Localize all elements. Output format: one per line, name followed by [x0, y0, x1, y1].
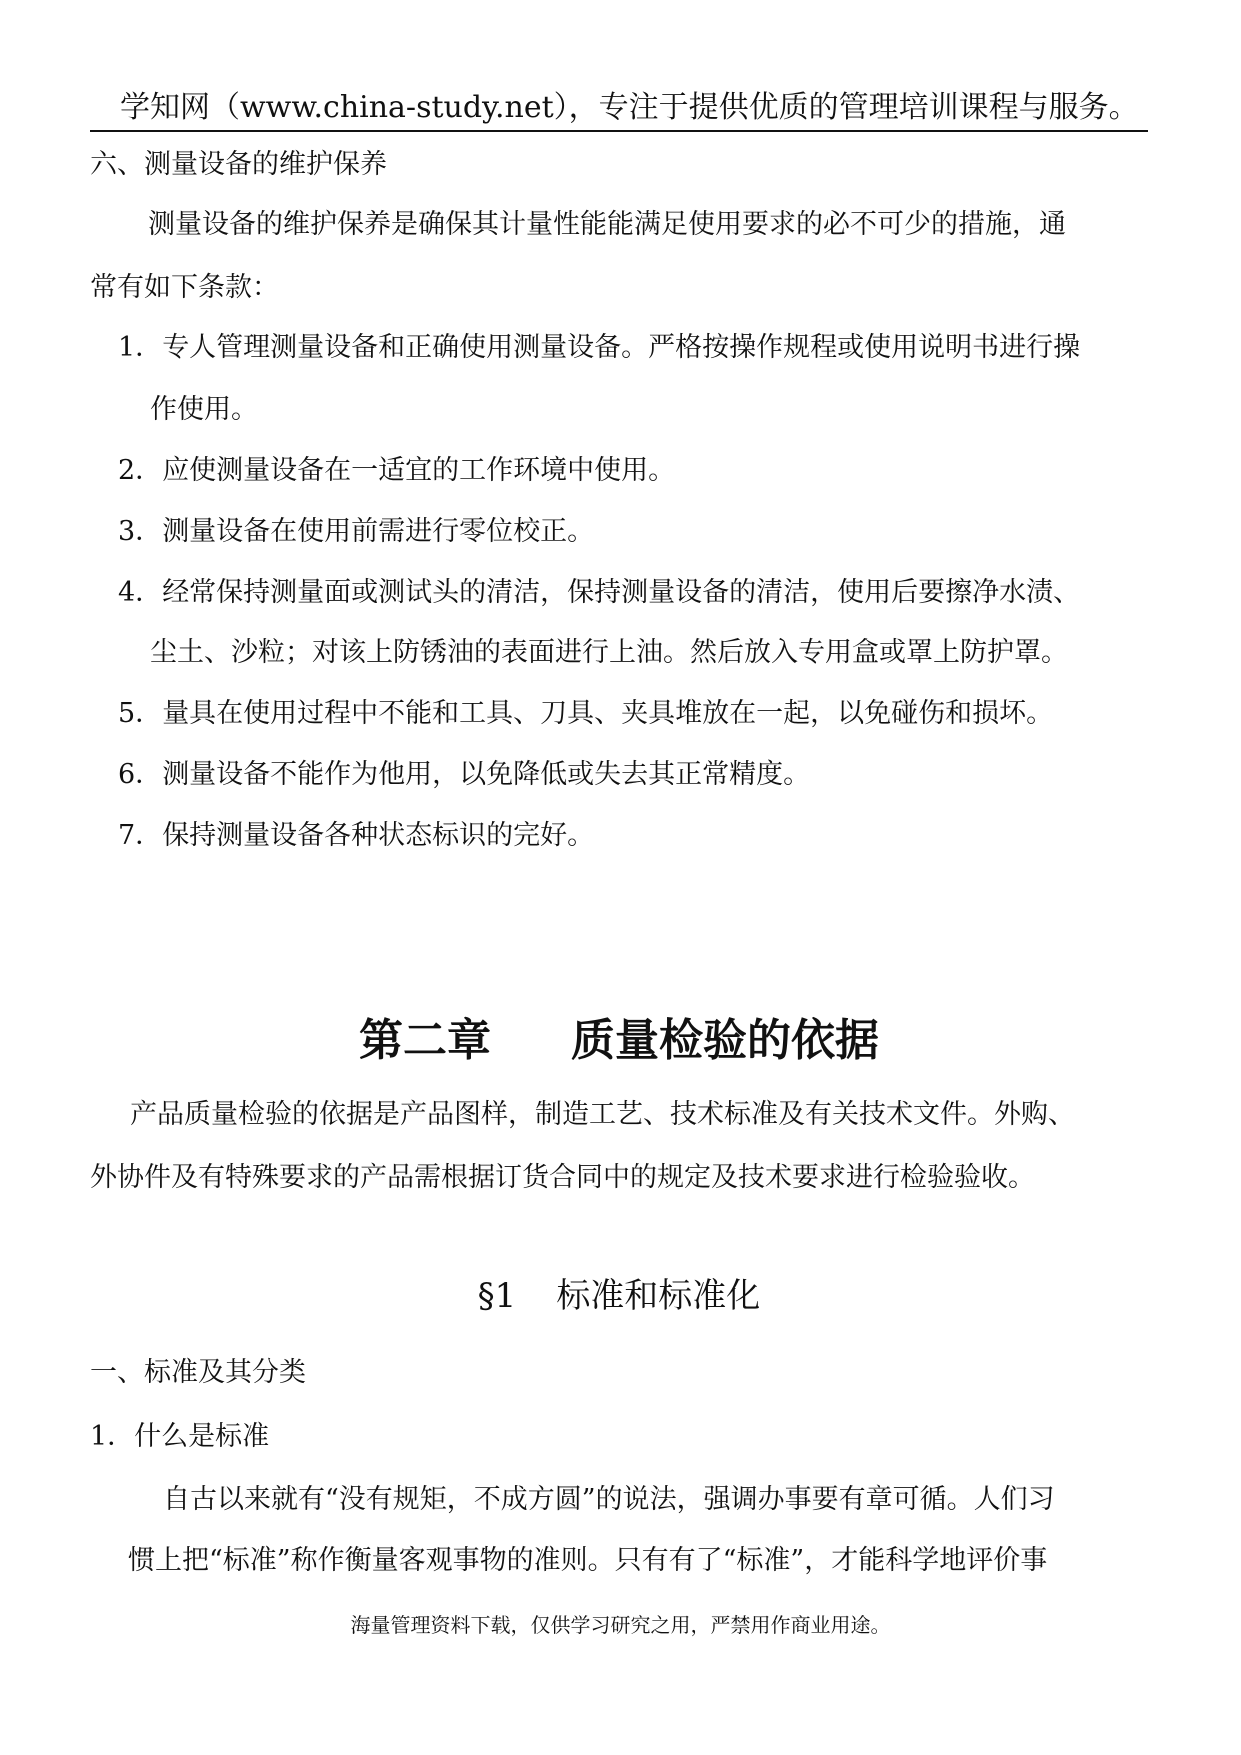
paragraph-line: 惯上把“标准”称作衡量客观事物的准则。只有有了“标准”，才能科学地评价事: [128, 1545, 1048, 1576]
paragraph-line: 常有如下条款：: [90, 272, 279, 303]
list-item-number: 1．: [118, 332, 163, 363]
list-item-text: 量具在使用过程中不能和工具、刀具、夹具堆放在一起，以免碰伤和损坏。: [162, 698, 1054, 729]
list-item-number: 5．: [118, 698, 163, 729]
paragraph-line: 产品质量检验的依据是产品图样，制造工艺、技术标准及有关技术文件。外购、: [130, 1099, 1075, 1130]
list-item: [118, 757, 810, 793]
list-item-number: 4．: [118, 577, 163, 608]
list-item: [118, 575, 1080, 611]
list-item-text: 保持测量设备各种状态标识的完好。: [162, 820, 595, 851]
chapter-title-text: 质量检验的依据: [571, 1015, 879, 1066]
list-item-continuation: 作使用。: [150, 394, 258, 425]
section-title: [90, 1274, 1148, 1318]
list-item: [118, 818, 594, 854]
chapter-title: [90, 1013, 1148, 1069]
list-item: [118, 696, 1053, 732]
paragraph-line: 自古以来就有“没有规矩，不成方圆”的说法，强调办事要有章可循。人们习: [163, 1484, 1055, 1515]
section-label: §1: [477, 1276, 517, 1316]
chapter-label: 第二章: [359, 1015, 491, 1066]
header-divider: [90, 130, 1148, 132]
list-item-number: 7．: [118, 820, 163, 851]
list-item-text: 经常保持测量面或测试头的清洁，保持测量设备的清洁，使用后要擦净水渍、: [162, 577, 1081, 608]
list-item: [118, 453, 675, 489]
list-item-text: 应使测量设备在一适宜的工作环境中使用。: [162, 455, 676, 486]
paragraph-line: 测量设备的维护保养是确保其计量性能能满足使用要求的必不可少的措施，通: [148, 209, 1066, 240]
list-item: [118, 330, 1080, 366]
list-item-text: 测量设备在使用前需进行零位校正。: [162, 516, 595, 547]
page-footer: 海量管理资料下载，仅供学习研究之用，严禁用作商业用途。: [350, 1613, 891, 1637]
section-heading: 六、测量设备的维护保养: [90, 149, 387, 180]
subsection-heading: 1．什么是标准: [90, 1421, 270, 1452]
subsection-heading: 一、标准及其分类: [90, 1357, 306, 1388]
list-item: [118, 514, 594, 550]
list-item-continuation: 尘土、沙粒；对该上防锈油的表面进行上油。然后放入专用盒或罩上防护罩。: [150, 637, 1068, 668]
list-item-text: 专人管理测量设备和正确使用测量设备。严格按操作规程或使用说明书进行操: [162, 332, 1081, 363]
section-title-text: 标准和标准化: [556, 1276, 761, 1316]
list-item-text: 测量设备不能作为他用，以免降低或失去其正常精度。: [162, 759, 811, 790]
list-item-number: 3．: [118, 516, 163, 547]
list-item-number: 6．: [118, 759, 163, 790]
list-item-number: 2．: [118, 455, 163, 486]
page-header: 学知网（www.china-study.net），专注于提供优质的管理培训课程与服务。: [120, 90, 1139, 125]
paragraph-line: 外协件及有特殊要求的产品需根据订货合同中的规定及技术要求进行检验验收。: [90, 1162, 1035, 1193]
